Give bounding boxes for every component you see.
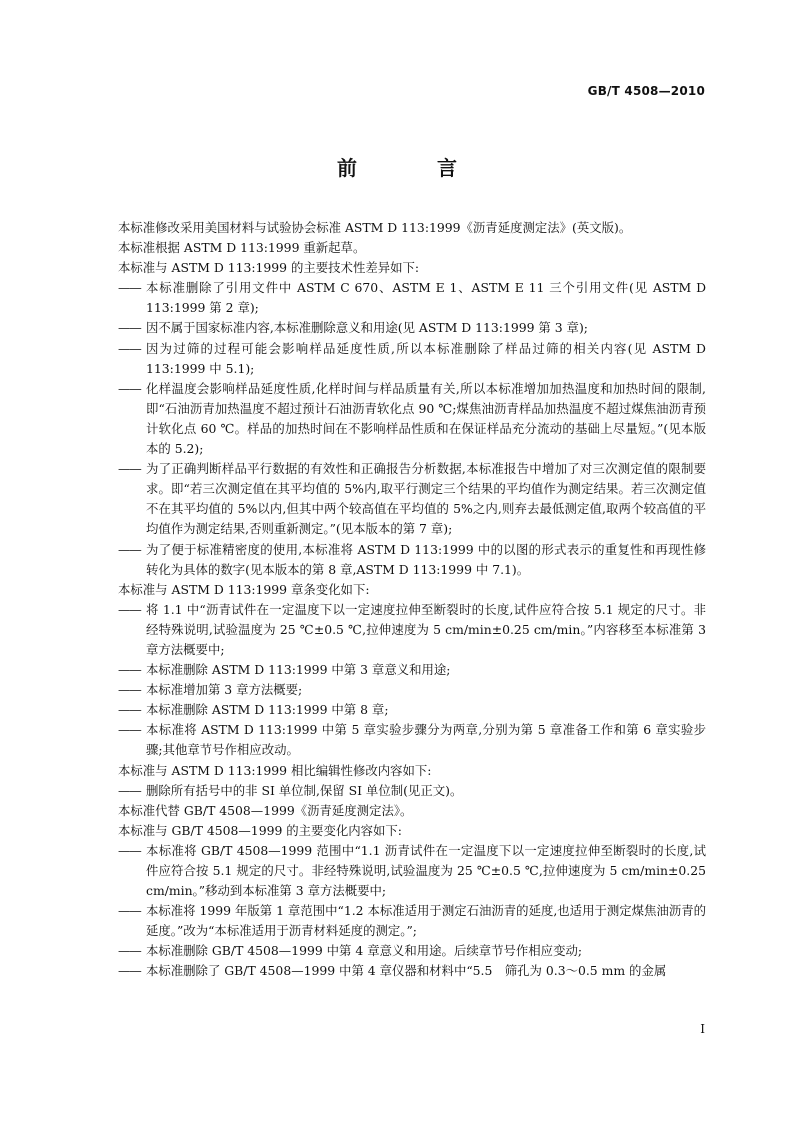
list-item [118,720,706,760]
dash-marker: —— [118,461,141,477]
dash-marker: —— [118,963,141,979]
list-item-text: 为了便于标准精密度的使用,本标准将 ASTM D 113:1999 中的以图的形式表示的重复性和再现性修转化为具体的数字(见本版本的第 8 章,ASTM D 113:1999 中 7.1)。 [146,541,706,577]
list-item-text: 因不属于国家标准内容,本标准删除意义和用途(见 ASTM D 113:1999 第 3 章); [146,320,588,336]
paragraph: 本标准与 ASTM D 113:1999 的主要技术性差异如下: [118,260,420,276]
paragraph: 本标准与 ASTM D 113:1999 章条变化如下: [118,581,370,597]
list-item [118,600,706,660]
page-title: 前 言 [337,156,487,180]
dash-marker: —— [118,842,141,858]
dash-marker: —— [118,320,141,336]
list-item-text: 本标准将 1999 年版第 1 章范围中“1.2 本标准适用于测定石油沥青的延度,也适用于测定煤焦油沥青的延度。”改为“本标准适用于沥青材料延度的测定。”; [146,903,706,939]
list-item-text: 本标准删除 ASTM D 113:1999 中第 3 章意义和用途; [146,662,451,678]
list-item [118,660,706,680]
list-item-text: 为了正确判断样品平行数据的有效性和正确报告分析数据,本标准报告中增加了对三次测定值的限制要求。即“若三次测定值在其平均值的 5%内,取平行测定三个结果的平均值作为测定结果。若三次测定值不在其平均值的 5%以内,但其中两个较高值在平均值的 5%之内,则弃去最低测定值,取两个较高值的平均值作为测定结果,否则重新测定。”(见本版本的第 7 章); [146,461,706,537]
paragraph: 本标准根据 ASTM D 113:1999 重新起草。 [118,240,366,256]
list-item-text: 将 1.1 中“沥青试件在一定温度下以一定速度拉伸至断裂时的长度,试件应符合按 5.1 规定的尺寸。非经特殊说明,试验温度为 25 ℃±0.5 ℃,拉伸速度为 5 cm/min±0.25 cm/min。”内容移至本标准第 3 章方法概要中; [146,601,706,657]
list-item-text: 本标准删除 ASTM D 113:1999 中第 8 章; [146,702,389,718]
document-body [118,218,706,982]
list-item [118,961,706,981]
list-item [118,540,706,580]
standard-number: GB/T 4508—2010 [587,84,705,98]
paragraph: 本标准与 ASTM D 113:1999 相比编辑性修改内容如下: [118,762,432,778]
dash-marker: —— [118,782,141,798]
dash-marker: —— [118,280,141,296]
list-item-text: 删除所有括号中的非 SI 单位制,保留 SI 单位制(见正文)。 [146,782,463,798]
list-item [118,941,706,961]
paragraph: 本标准代替 GB/T 4508—1999《沥青延度测定法》。 [118,802,413,818]
list-item [118,901,706,941]
list-item-text: 本标准删除 GB/T 4508—1999 中第 4 章意义和用途。后续章节号作相应变动; [146,943,583,959]
list-item-text: 本标准将 ASTM D 113:1999 中第 5 章实验步骤分为两章,分别为第 5 章准备工作和第 6 章实验步骤;其他章节号作相应改动。 [146,722,706,758]
list-item [118,318,706,338]
dash-marker: —— [118,340,141,356]
dash-marker: —— [118,903,141,919]
list-item-text: 因为过筛的过程可能会影响样品延度性质,所以本标准删除了样品过筛的相关内容(见 ASTM D 113:1999 中 5.1); [146,340,706,376]
page-number: I [700,1022,705,1036]
list-item-text: 本标准删除了引用文件中 ASTM C 670、ASTM E 1、ASTM E 11 三个引用文件(见 ASTM D 113:1999 第 2 章); [146,280,706,316]
paragraph: 本标准与 GB/T 4508—1999 的主要变化内容如下: [118,822,402,838]
list-item [118,680,706,700]
list-item [118,379,706,459]
dash-marker: —— [118,380,141,396]
dash-marker: —— [118,722,141,738]
list-item-text: 本标准将 GB/T 4508—1999 范围中“1.1 沥青试件在一定温度下以一定速度拉伸至断裂时的长度,试件应符合按 5.1 规定的尺寸。非经特殊说明,试验温度为 25 ℃±0.5 ℃,拉伸速度为 5 cm/min±0.25 cm/min。”移动到本标准第 3 章方法概要中; [146,842,706,899]
dash-marker: —— [118,682,141,698]
paragraph: 本标准修改采用美国材料与试验协会标准 ASTM D 113:1999《沥青延度测定法》(英文版)。 [118,220,632,235]
list-item-text: 本标准删除了 GB/T 4508—1999 中第 4 章仪器和材料中“5.5 筛孔为 0.3～0.5 mm 的金属 [146,963,667,979]
list-item [118,339,706,379]
list-item [118,700,706,720]
dash-marker: —— [118,662,141,678]
list-item [118,278,706,318]
list-item-text: 本标准增加第 3 章方法概要; [146,682,303,698]
list-item [118,841,706,901]
dash-marker: —— [118,943,141,959]
dash-marker: —— [118,601,141,617]
list-item-text: 化样温度会影响样品延度性质,化样时间与样品质量有关,所以本标准增加加热温度和加热时间的限制,即“石油沥青加热温度不超过预计石油沥青软化点 90 ℃;煤焦油沥青样品加热温度不超过煤焦油沥青预计软化点 60 ℃。样品的加热时间在不影响样品性质和在保证样品充分流动的基础上尽量短。”(见本版本的 5.2); [146,380,706,457]
dash-marker: —— [118,702,141,718]
list-item [118,459,706,539]
dash-marker: —— [118,541,141,557]
list-item [118,781,706,801]
